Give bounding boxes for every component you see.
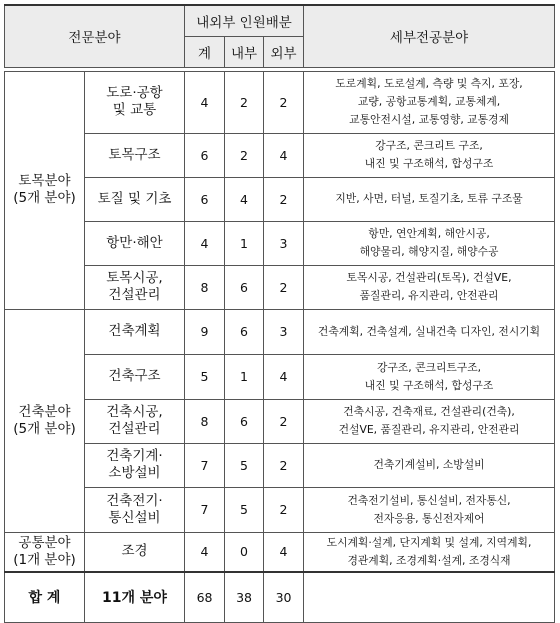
internal-cell: 6 <box>225 399 264 443</box>
detail-cell: 항만, 연안계획, 해안시공, 해양물리, 해양지질, 해양수공 <box>304 221 555 265</box>
internal-cell: 6 <box>225 309 264 354</box>
summary-count: 11개 분야 <box>85 572 185 622</box>
external-cell: 2 <box>264 177 304 221</box>
summary-row <box>5 572 555 622</box>
total-cell: 4 <box>185 71 225 133</box>
subfield: 토질 및 기초 <box>85 177 185 221</box>
table-row <box>5 221 555 265</box>
total-cell: 4 <box>185 532 225 572</box>
subfield: 건축기계· 소방설비 <box>85 443 185 487</box>
detail-cell: 도로계획, 도로설계, 측량 및 측지, 포장, 교량, 공항교통계획, 교통체계, 교통안전시설, 교통영향, 교통경제 <box>304 71 555 133</box>
total-cell: 7 <box>185 443 225 487</box>
external-cell: 3 <box>264 221 304 265</box>
summary-internal: 38 <box>225 572 264 622</box>
header-internal: 내부 <box>225 36 264 67</box>
internal-cell: 5 <box>225 487 264 532</box>
total-cell: 6 <box>185 177 225 221</box>
group-name: 공통분야 (1개 분야) <box>5 532 85 572</box>
external-cell: 4 <box>264 532 304 572</box>
header-external: 외부 <box>264 36 304 67</box>
table-row <box>5 354 555 399</box>
total-cell: 6 <box>185 133 225 177</box>
external-cell: 2 <box>264 487 304 532</box>
total-cell: 8 <box>185 399 225 443</box>
detail-cell: 건축계획, 건축설계, 실내건축 디자인, 전시기획 <box>304 309 555 354</box>
detail-cell: 건축전기설비, 통신설비, 전자통신, 전자응용, 통신전자제어 <box>304 487 555 532</box>
table-row <box>5 71 555 133</box>
staff-allocation-table <box>4 4 555 623</box>
detail-cell: 건축기계설비, 소방설비 <box>304 443 555 487</box>
detail-cell: 토목시공, 건설관리(토목), 건설VE, 품질관리, 유지관리, 안전관리 <box>304 265 555 309</box>
internal-cell: 5 <box>225 443 264 487</box>
internal-cell: 6 <box>225 265 264 309</box>
total-cell: 9 <box>185 309 225 354</box>
internal-cell: 4 <box>225 177 264 221</box>
external-cell: 4 <box>264 133 304 177</box>
subfield: 건축전기· 통신설비 <box>85 487 185 532</box>
summary-total: 68 <box>185 572 225 622</box>
summary-detail <box>304 572 555 622</box>
table-row <box>5 399 555 443</box>
external-cell: 4 <box>264 354 304 399</box>
subfield: 항만·해안 <box>85 221 185 265</box>
internal-cell: 2 <box>225 71 264 133</box>
internal-cell: 0 <box>225 532 264 572</box>
internal-cell: 1 <box>225 221 264 265</box>
table-row <box>5 443 555 487</box>
summary-label: 합 계 <box>5 572 85 622</box>
group-name: 건축분야 (5개 분야) <box>5 309 85 532</box>
detail-cell: 강구조, 콘크리트 구조, 내진 및 구조해석, 합성구조 <box>304 133 555 177</box>
detail-cell: 도시계획·설계, 단지계획 및 설계, 지역계획, 경관계획, 조경계획·설계, 조경식재 <box>304 532 555 572</box>
subfield: 토목시공, 건설관리 <box>85 265 185 309</box>
detail-cell: 지반, 사면, 터널, 토질기초, 토류 구조물 <box>304 177 555 221</box>
external-cell: 2 <box>264 71 304 133</box>
header-allocation: 내외부 인원배분 <box>185 5 304 36</box>
total-cell: 4 <box>185 221 225 265</box>
internal-cell: 2 <box>225 133 264 177</box>
table-row <box>5 487 555 532</box>
external-cell: 2 <box>264 265 304 309</box>
total-cell: 8 <box>185 265 225 309</box>
group-name: 토목분야 (5개 분야) <box>5 71 85 309</box>
table-row <box>5 177 555 221</box>
table-row <box>5 309 555 354</box>
header-field: 전문분야 <box>5 5 185 67</box>
header-total: 계 <box>185 36 225 67</box>
table-row <box>5 265 555 309</box>
subfield: 건축구조 <box>85 354 185 399</box>
subfield: 건축시공, 건설관리 <box>85 399 185 443</box>
total-cell: 5 <box>185 354 225 399</box>
table-row <box>5 532 555 572</box>
external-cell: 3 <box>264 309 304 354</box>
external-cell: 2 <box>264 443 304 487</box>
table-row <box>5 133 555 177</box>
detail-cell: 강구조, 콘크리트구조, 내진 및 구조해석, 합성구조 <box>304 354 555 399</box>
external-cell: 2 <box>264 399 304 443</box>
subfield: 토목구조 <box>85 133 185 177</box>
detail-cell: 건축시공, 건축재료, 건설관리(건축), 건설VE, 품질관리, 유지관리, 안전관리 <box>304 399 555 443</box>
subfield: 건축계획 <box>85 309 185 354</box>
subfield: 조경 <box>85 532 185 572</box>
total-cell: 7 <box>185 487 225 532</box>
header-detail: 세부전공분야 <box>304 5 555 67</box>
subfield: 도로·공항 및 교통 <box>85 71 185 133</box>
summary-external: 30 <box>264 572 304 622</box>
internal-cell: 1 <box>225 354 264 399</box>
